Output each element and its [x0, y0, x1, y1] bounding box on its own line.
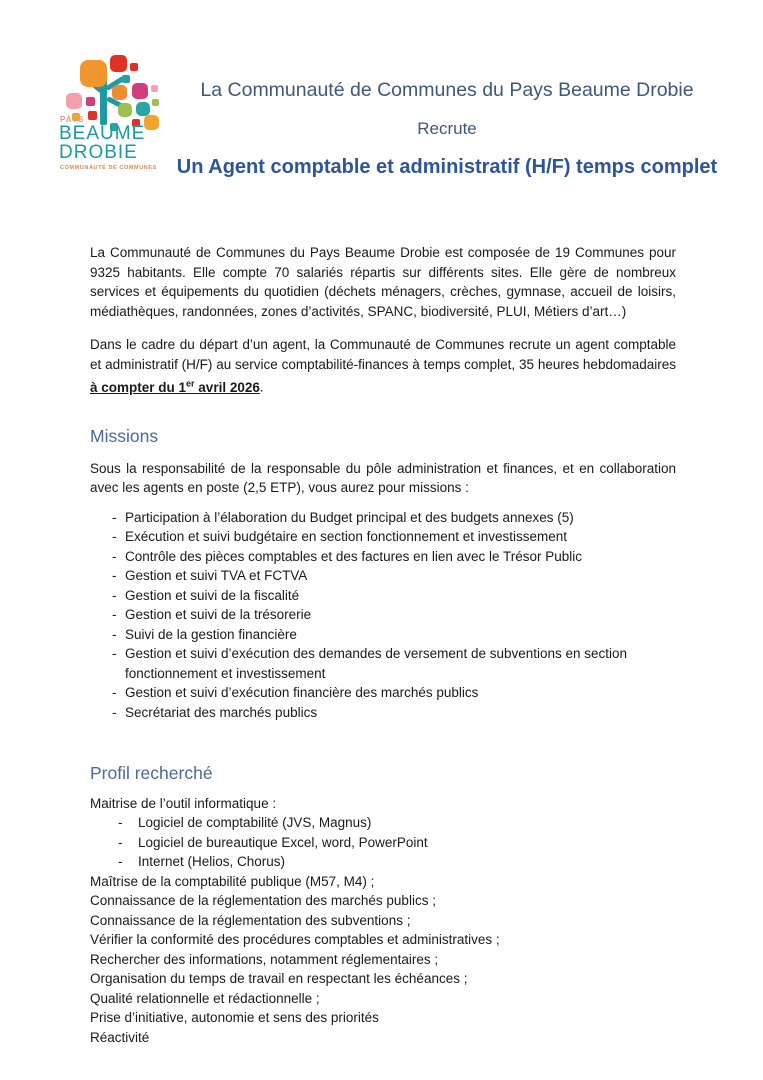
missions-heading: Missions	[90, 426, 159, 446]
mission-item: - Gestion et suivi de la trésorerie	[90, 605, 676, 625]
mission-item: - Exécution et suivi budgétaire en section fonctionnement et investissement	[90, 527, 676, 547]
logo-pays-text: PAYS	[60, 115, 85, 124]
intro-paragraph-1: La Communauté de Communes du Pays Beaume Drobie est composée de 19 Communes pour 9325 habitants. Elle compte 70 salariés répartis sur différents sites. Elle gère de nombreux services et équipements du quotidien (déchets ménagers, crèches, gymnase, accueil de loisirs, médiathèques, randonnées, zones d’activités, SPANC, biodiversité, PLUI, Métiers d’art…)	[90, 245, 676, 319]
mission-item: - Contrôle des pièces comptables et des factures en lien avec le Trésor Public	[90, 547, 676, 567]
document-header	[0, 0, 763, 185]
profil-line: Connaissance de la réglementation des marchés publics ;	[90, 893, 436, 908]
profil-line: Organisation du temps de travail en respectant les échéances ;	[90, 971, 468, 986]
profil-line: Qualité relationnelle et rédactionnelle ;	[90, 990, 320, 1006]
job-title: Un Agent comptable et administratif (H/F) temps complet	[176, 156, 718, 178]
mission-item: - Gestion et suivi de la fiscalité	[90, 586, 676, 606]
informatique-item: - Logiciel de comptabilité (JVS, Magnus)	[90, 813, 676, 833]
profil-line: Maîtrise de la comptabilité publique (M57, M4) ;	[90, 873, 375, 889]
profil-line: Connaissance de la réglementation des subventions ;	[90, 912, 411, 928]
header-titles	[168, 55, 726, 179]
logo-tagline: COMMUNAUTÉ DE COMMUNES	[60, 165, 157, 171]
informatique-sublist	[90, 813, 676, 872]
informatique-item: - Internet (Helios, Chorus)	[90, 852, 676, 872]
missions-intro: Sous la responsabilité de la responsable du pôle administration et finances, et en collaboration avec les agents en poste (2,5 ETP), vous aurez pour missions :	[90, 460, 676, 495]
intro-paragraph-2: Dans le cadre du départ d’un agent, la Communauté de Communes recrute un agent comptable et administratif (H/F) au service comptabilité-finances à temps complet, 35 heures hebdomadaires à compter du 1er avril 2026.	[90, 337, 676, 395]
profil-line: Prise d’initiative, autonomie et sens des priorités	[90, 1010, 379, 1025]
profil-line: Rechercher des informations, notamment réglementaires ;	[90, 951, 439, 967]
mission-item: - Gestion et suivi TVA et FCTVA	[90, 566, 676, 586]
profil-line: Réactivité	[90, 1029, 150, 1045]
profil-block	[90, 794, 676, 1048]
profil-heading: Profil recherché	[90, 763, 213, 783]
document-subtitle: Recrute	[417, 119, 477, 138]
mission-item: - Suivi de la gestion financière	[90, 625, 676, 645]
mission-item: - Secrétariat des marchés publics	[90, 703, 676, 723]
mission-item: - Gestion et suivi d’exécution financière des marchés publics	[90, 683, 676, 703]
missions-list	[90, 508, 676, 723]
document-body	[90, 243, 676, 1047]
mission-item: - Participation à l’élaboration du Budget principal et des budgets annexes (5)	[90, 508, 676, 528]
informatique-item: - Logiciel de bureautique Excel, word, PowerPoint	[90, 833, 676, 853]
mission-item: - Gestion et suivi d’exécution des demandes de versement de subventions en section fonctionnement et investissement	[90, 644, 676, 683]
start-date-emphasis: à compter du 1er avril 2026	[90, 378, 260, 395]
profil-line-informatique: Maitrise de l’outil informatique :	[90, 795, 277, 811]
document-title: La Communauté de Communes du Pays Beaume Drobie	[200, 79, 694, 101]
profil-line: Vérifier la conformité des procédures comptables et administratives ;	[90, 932, 500, 947]
logo-name-text: BEAUME DROBIE	[59, 123, 146, 163]
pays-beaume-drobie-logo	[58, 55, 170, 181]
